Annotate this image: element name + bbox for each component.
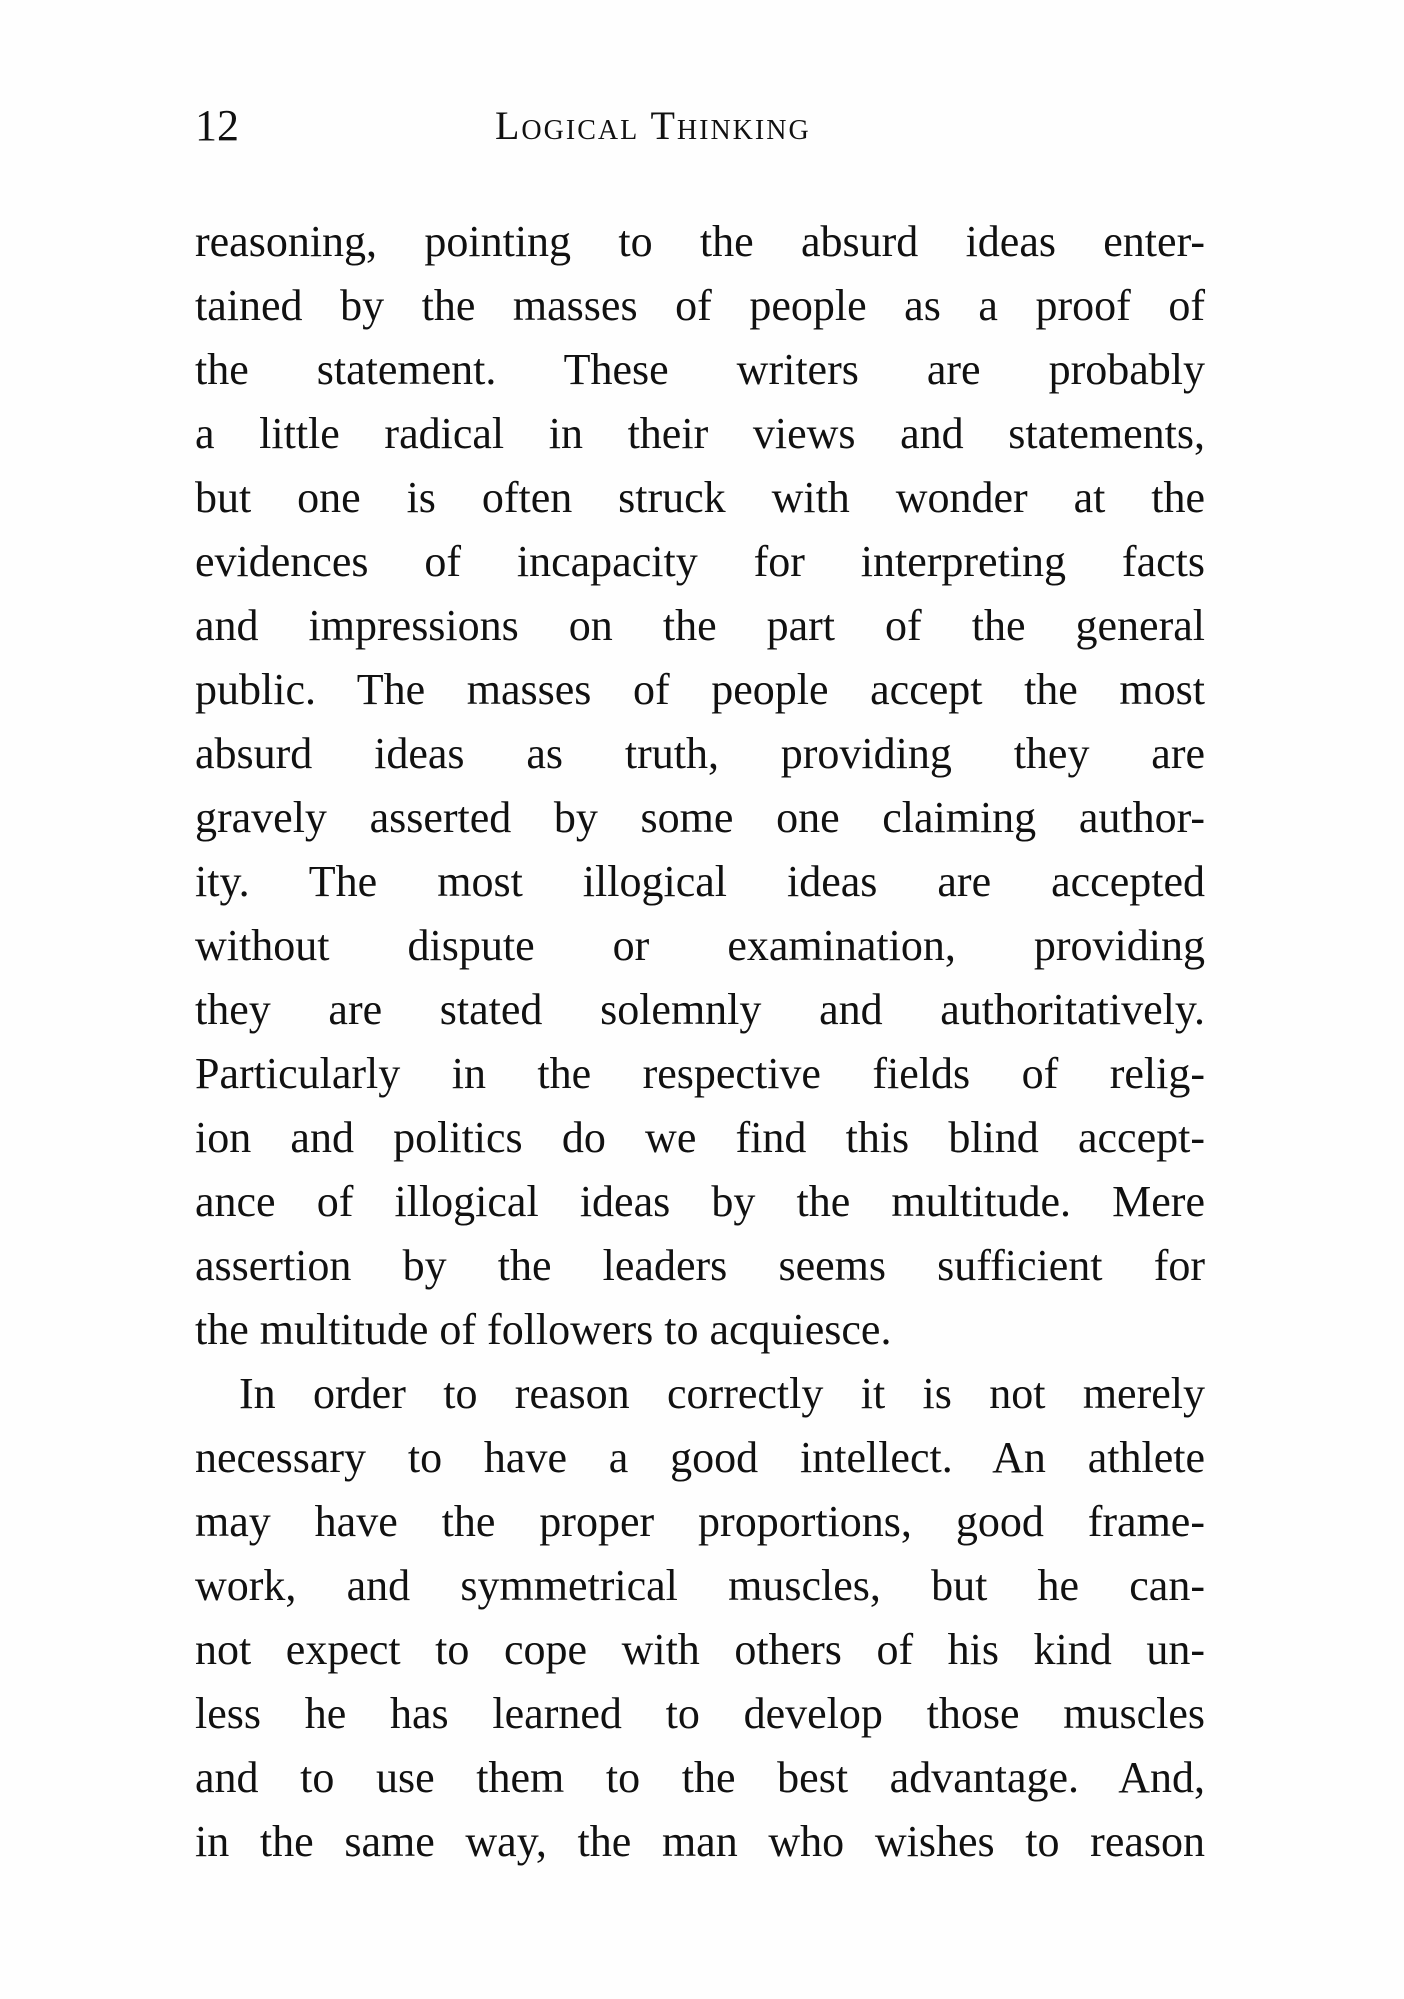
text-line: work, and symmetrical muscles, but he can- — [195, 1561, 1205, 1610]
text-line: in the same way, the man who wishes to reason — [195, 1817, 1205, 1866]
running-head — [195, 96, 1205, 156]
paragraph — [195, 210, 1205, 1362]
text-line: ance of illogical ideas by the multitude. Mere — [195, 1177, 1205, 1226]
text-line: Particularly in the respective fields of relig- — [195, 1049, 1205, 1098]
text-line: ion and politics do we find this blind accept- — [195, 1113, 1205, 1162]
text-line: gravely asserted by some one claiming author- — [195, 793, 1205, 842]
text-line: and to use them to the best advantage. And, — [195, 1753, 1205, 1802]
body-text — [195, 210, 1205, 1874]
text-line: may have the proper proportions, good frame- — [195, 1497, 1205, 1546]
text-line: not expect to cope with others of his kind un- — [195, 1625, 1205, 1674]
text-line: In order to reason correctly it is not merely — [239, 1369, 1205, 1418]
text-line: evidences of incapacity for interpreting facts — [195, 537, 1205, 586]
text-line: without dispute or examination, providing — [195, 921, 1205, 970]
text-line: ity. The most illogical ideas are accepted — [195, 857, 1205, 906]
text-line: and impressions on the part of the general — [195, 601, 1205, 650]
text-line: but one is often struck with wonder at the — [195, 473, 1205, 522]
page-number: 12 — [195, 101, 239, 150]
text-line: they are stated solemnly and authoritatively. — [195, 985, 1205, 1034]
text-line: less he has learned to develop those muscles — [195, 1689, 1205, 1738]
text-line: assertion by the leaders seems sufficient for — [195, 1241, 1205, 1290]
text-line: a little radical in their views and statements, — [195, 409, 1205, 458]
text-line: absurd ideas as truth, providing they are — [195, 729, 1205, 778]
paragraph — [195, 1362, 1205, 1874]
text-line: the statement. These writers are probably — [195, 345, 1205, 394]
text-line: tained by the masses of people as a proof of — [195, 281, 1205, 330]
text-line: the multitude of followers to acquiesce. — [195, 1305, 892, 1354]
text-line: public. The masses of people accept the most — [195, 665, 1205, 714]
text-line: necessary to have a good intellect. An athlete — [195, 1433, 1205, 1482]
running-title: Logical Thinking — [495, 103, 811, 148]
text-line: reasoning, pointing to the absurd ideas enter- — [195, 217, 1205, 266]
